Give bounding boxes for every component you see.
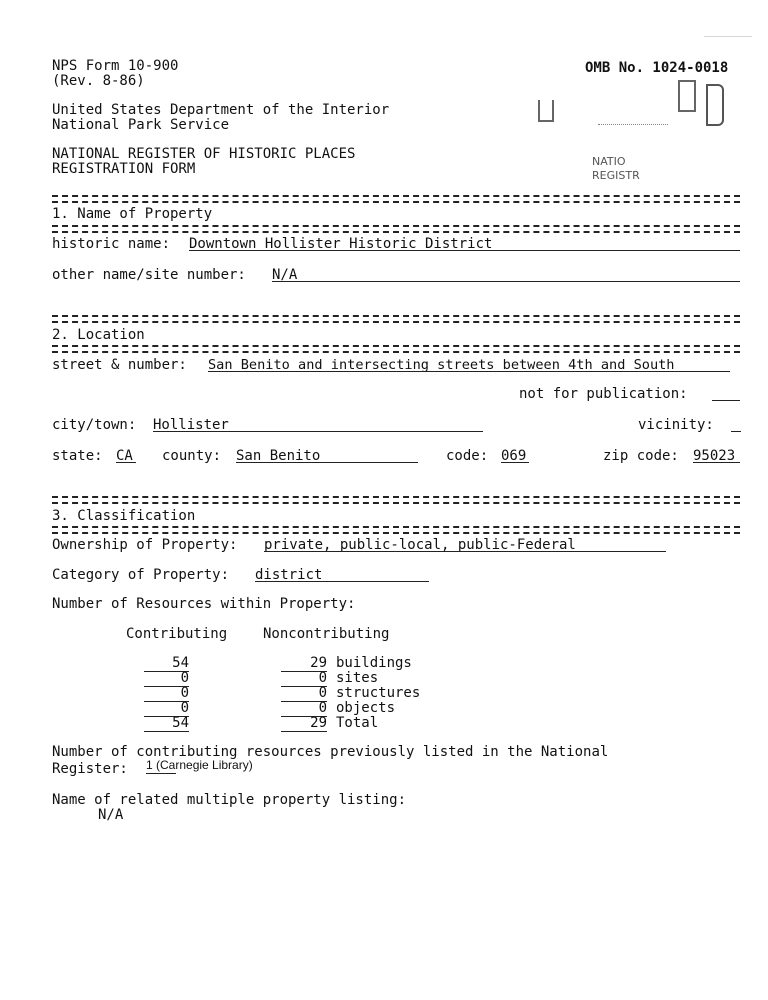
other-name-value: N/A — [272, 267, 298, 283]
not-for-publication-label: not for publication: — [519, 386, 688, 402]
resource-type: objects — [336, 700, 396, 716]
ownership-label: Ownership of Property: — [52, 537, 238, 553]
section-rule — [52, 526, 740, 534]
resource-type: structures — [336, 685, 421, 701]
street-value: San Benito and intersecting streets between 4th and South — [208, 357, 675, 373]
city-value: Hollister — [153, 417, 229, 433]
contributing-header: Contributing — [126, 626, 228, 642]
historic-name-field-line — [189, 250, 740, 251]
related-listing-value: N/A — [98, 807, 124, 823]
contributing-count: 54 — [144, 716, 189, 732]
stamp-text-2: REGISTR — [592, 169, 640, 182]
resource-type: sites — [336, 670, 379, 686]
not-for-publication-blank — [712, 400, 740, 401]
previously-listed-value: 1 (Carnegie Library) — [146, 758, 253, 772]
code-field-line — [501, 462, 529, 463]
contributing-count: 0 — [144, 671, 189, 687]
city-field-line — [153, 431, 483, 432]
category-value: district — [255, 567, 323, 583]
other-name-field-line — [272, 281, 740, 282]
vicinity-label: vicinity: — [638, 417, 714, 433]
section-rule — [52, 225, 740, 233]
category-label: Category of Property: — [52, 567, 230, 583]
zip-label: zip code: — [603, 448, 679, 464]
previously-listed-label: Number of contributing resources previously listed in the National — [52, 744, 609, 760]
section-rule — [52, 195, 740, 203]
section-rule — [52, 496, 740, 504]
handwritten-mark — [704, 14, 760, 37]
noncontributing-count: 29 — [281, 656, 327, 672]
category-field-line — [255, 581, 429, 582]
other-name-label: other name/site number: — [52, 267, 246, 283]
county-label: county: — [162, 448, 222, 464]
register-label: Register: — [52, 761, 128, 777]
form-number: NPS Form 10-900 — [52, 58, 179, 74]
section-rule — [52, 345, 740, 353]
city-label: city/town: — [52, 417, 137, 433]
state-value: CA — [116, 448, 133, 464]
contributing-count: 0 — [144, 701, 189, 717]
zip-field-line — [693, 462, 740, 463]
service-name: National Park Service — [52, 117, 230, 133]
historic-name-label: historic name: — [52, 236, 171, 252]
resource-type: Total — [336, 715, 379, 731]
contributing-count: 0 — [144, 686, 189, 702]
ownership-value: private, public-local, public-Federal — [264, 537, 576, 553]
resource-type: buildings — [336, 655, 412, 671]
code-label: code: — [446, 448, 489, 464]
county-field-line — [236, 462, 418, 463]
noncontributing-count: 29 — [281, 716, 327, 732]
contributing-count: 54 — [144, 656, 189, 672]
code-value: 069 — [501, 448, 527, 464]
noncontributing-count: 0 — [281, 701, 327, 717]
street-label: street & number: — [52, 357, 187, 373]
form-revision: (Rev. 8-86) — [52, 73, 145, 89]
vicinity-blank — [731, 431, 741, 432]
register-title: NATIONAL REGISTER OF HISTORIC PLACES — [52, 146, 356, 162]
omb-number: OMB No. 1024-0018 — [585, 60, 729, 76]
section-1-heading: 1. Name of Property — [52, 206, 213, 222]
received-stamp — [538, 80, 728, 140]
zip-value: 95023 — [693, 448, 736, 464]
resources-label: Number of Resources within Property: — [52, 596, 356, 612]
section-3-heading: 3. Classification — [52, 508, 196, 524]
form-title: REGISTRATION FORM — [52, 161, 196, 177]
state-label: state: — [52, 448, 103, 464]
noncontributing-header: Noncontributing — [263, 626, 390, 642]
department-name: United States Department of the Interior — [52, 102, 390, 118]
street-field-line — [208, 371, 730, 372]
ownership-field-line — [264, 551, 666, 552]
section-rule — [52, 315, 740, 323]
noncontributing-count: 0 — [281, 686, 327, 702]
stamp-text-1: NATIO — [592, 155, 626, 168]
historic-name-value: Downtown Hollister Historic District — [189, 236, 493, 252]
related-listing-label: Name of related multiple property listing: — [52, 792, 407, 808]
county-value: San Benito — [236, 448, 321, 464]
previously-listed-blank — [146, 773, 176, 774]
noncontributing-count: 0 — [281, 671, 327, 687]
section-2-heading: 2. Location — [52, 327, 145, 343]
state-field-line — [116, 462, 136, 463]
